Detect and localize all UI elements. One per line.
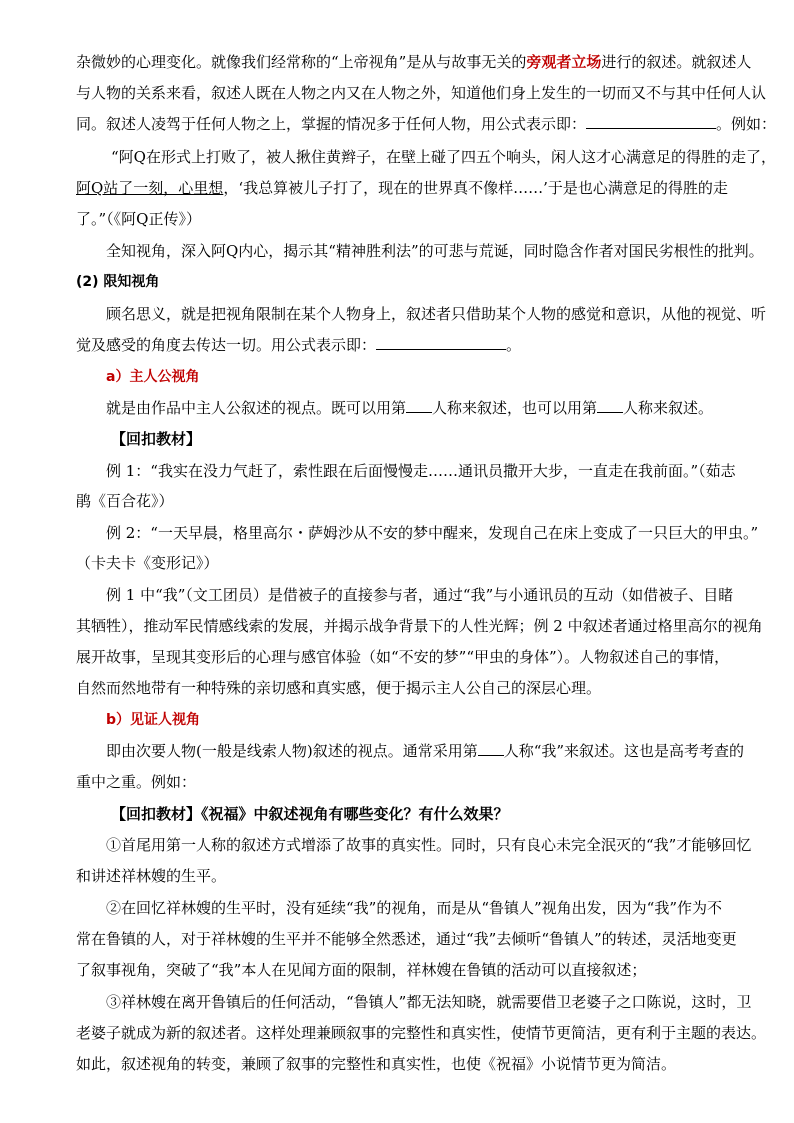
paragraph-line: 觉及感受的角度去传达一切。用公式表示即： 。: [76, 336, 522, 354]
paragraph-line: 全知视角，深入阿Q内心，揭示其“精神胜利法”的可悲与荒诞，同时隐含作者对国民劣根性的批判。: [106, 242, 764, 260]
subsection-heading: a）主人公视角: [106, 369, 200, 385]
example-line: 例 1：“我实在没力气赶了，索性跟在后面慢慢走……通讯员撒开大步，一直走在我前面。”（茹志: [106, 462, 736, 480]
point-line: 老婆子就成为新的叙述者。这样处理兼顾叙事的完整性和真实性，使情节更简洁，更有利于主题的表达。: [76, 1024, 767, 1042]
paragraph-line: 就是由作品中主人公叙述的视点。既可以用第 人称来叙述，也可以用第 人称来叙述。: [106, 399, 714, 417]
paragraph-line: 重中之重。例如：: [76, 773, 197, 791]
textbook-question: 【回扣教材】《祝福》中叙述视角有哪些变化？有什么效果？: [111, 805, 509, 823]
paragraph-line: 展开故事，呈现其变形后的心理与感官体验（如“不安的梦”“甲虫的身体”）。人物叙述自己的事情，: [76, 648, 730, 666]
paragraph-line: 即由次要人物(一般是线索人物)叙述的视点。通常采用第 人称“我”来叙述。这也是高考考查的: [106, 742, 745, 760]
quote-line: “阿Q在形式上打败了，被人揪住黄辫子，在壁上碰了四五个响头，闲人这才心满意足的得胜的走了，: [111, 148, 776, 166]
fill-blank[interactable]: [478, 741, 504, 756]
example-line: 例 2：“一天早晨，格里高尔・萨姆沙从不安的梦中醒来，发现自己在床上变成了一只巨大的甲虫。”: [106, 524, 759, 542]
fill-blank[interactable]: [406, 398, 432, 413]
fill-blank[interactable]: [376, 335, 506, 350]
example-line: 鹃《百合花》）: [76, 492, 174, 510]
highlight-term: 旁观者立场: [526, 53, 602, 71]
paragraph-line: 自然而然地带有一种特殊的亲切感和真实感，便于揭示主人公自己的深层心理。: [76, 679, 602, 697]
point-line: 常在鲁镇的人，对于祥林嫂的生平并不能够全然悉述，通过“我”去倾听“鲁镇人”的转述，灵活地变更: [76, 930, 737, 948]
point-line: ②在回忆祥林嫂的生平时，没有延续“我”的视角，而是从“鲁镇人”视角出发，因为“我”作为不: [106, 899, 723, 917]
subsection-heading: b）见证人视角: [106, 712, 201, 728]
paragraph-line: 同。叙述人凌驾于任何人物之上，掌握的情况多于任何人物，用公式表示即： 。例如：: [76, 115, 777, 133]
example-line: （卡夫卡《变形记》）: [76, 554, 219, 572]
paragraph-line: 其牺牲），推动军民情感线索的发展，并揭示战争背景下的人性光辉；例 2 中叙述者通过格里高尔的视角: [76, 617, 763, 635]
fill-blank[interactable]: [586, 114, 716, 129]
fill-blank[interactable]: [597, 398, 623, 413]
textbook-label: 【回扣教材】: [111, 430, 202, 448]
paragraph-line: 杂微妙的心理变化。就像我们经常称的“上帝视角”是从与故事无关的旁观者立场进行的叙述。就叙述人: [76, 53, 752, 71]
point-line: 如此，叙述视角的转变，兼顾了叙事的完整性和真实性，也使《祝福》小说情节更为简洁。: [76, 1055, 677, 1073]
quote-line: 了。”（《阿Q正传》）: [76, 210, 201, 228]
section-heading: (2) 限知视角: [76, 274, 160, 290]
paragraph-line: 顾名思义，就是把视角限制在某个人物身上，叙述者只借助某个人物的感觉和意识，从他的视觉、听: [106, 305, 767, 323]
quote-line: 阿Q站了一刻，心里想，‘我总算被儿子打了，现在的世界真不像样……’于是也心满意足的得胜的走: [76, 179, 728, 197]
point-line: ①首尾用第一人称的叙述方式增添了故事的真实性。同时，只有良心未完全泯灭的“我”才能够回忆: [106, 836, 752, 854]
paragraph-line: 例 1 中“我”（文工团员）是借被子的直接参与者，通过“我”与小通讯员的互动（如借被子、目睹: [106, 586, 734, 604]
point-line: ③祥林嫂在离开鲁镇后的任何活动，“鲁镇人”都无法知晓，就需要借卫老婆子之口陈说，这时，卫: [106, 993, 752, 1011]
paragraph-line: 与人物的关系来看，叙述人既在人物之内又在人物之外，知道他们身上发生的一切而又不与其中任何人认: [76, 84, 767, 102]
point-line: 和讲述祥林嫂的生平。: [76, 867, 227, 885]
point-line: 了叙事视角，突破了“我”本人在见闻方面的限制，祥林嫂在鲁镇的活动可以直接叙述；: [76, 961, 647, 979]
